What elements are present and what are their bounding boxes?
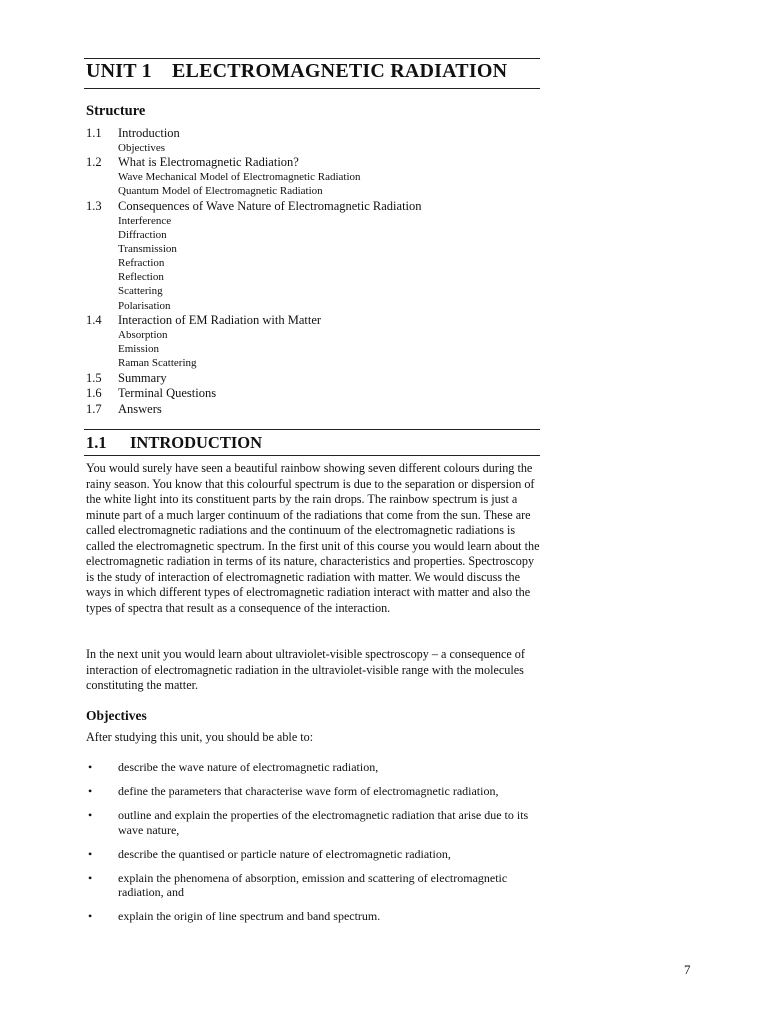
structure-item-label: Introduction xyxy=(118,126,180,140)
structure-item-label: Quantum Model of Electromagnetic Radiation xyxy=(118,185,323,198)
structure-subitem xyxy=(86,299,536,313)
bullet-icon: • xyxy=(88,909,93,923)
structure-subitem xyxy=(86,214,536,228)
structure-subitem xyxy=(86,284,536,298)
structure-item-label: Diffraction xyxy=(118,228,167,241)
structure-item-label: Wave Mechanical Model of Electromagnetic Radiation xyxy=(118,170,361,183)
structure-subitem xyxy=(86,256,536,270)
structure-item-label: Emission xyxy=(118,343,159,356)
structure-item-label: Summary xyxy=(118,371,167,386)
unit-title-underline xyxy=(84,88,540,89)
structure-subitem xyxy=(86,342,536,356)
objective-text: describe the wave nature of electromagnetic radiation, xyxy=(118,760,379,774)
structure-heading: Structure xyxy=(86,103,146,119)
structure-item-label: Answers xyxy=(118,401,162,416)
objectives-list xyxy=(86,760,544,933)
structure-item-number: 1.3 xyxy=(86,198,102,213)
structure-item xyxy=(86,386,536,401)
structure-item-label: Polarisation xyxy=(118,299,171,312)
intro-paragraph-2: In the next unit you would learn about ultraviolet-visible spectroscopy – a consequence of interaction of electromagnetic radiation in the ultraviolet-visible range with the molecules constituting the matter. xyxy=(86,647,525,692)
structure-item-number: 1.2 xyxy=(86,155,102,170)
unit-number: UNIT 1 xyxy=(86,60,152,82)
page-number: 7 xyxy=(684,962,691,977)
structure-subitem xyxy=(86,170,536,184)
structure-item-number: 1.5 xyxy=(86,371,102,386)
structure-subitem xyxy=(86,242,536,256)
bullet-icon: • xyxy=(88,870,93,885)
structure-item-number: 1.4 xyxy=(86,313,102,328)
structure-item-number: 1.6 xyxy=(86,386,102,401)
structure-item-label: Consequences of Wave Nature of Electromagnetic Radiation xyxy=(118,198,422,213)
structure-item xyxy=(86,126,536,141)
objective-text: explain the phenomena of absorption, emission and scattering of electromagnetic radiation, and xyxy=(118,870,508,899)
objective-item xyxy=(86,871,544,900)
structure-item xyxy=(86,313,536,328)
unit-title-text: ELECTROMAGNETIC RADIATION xyxy=(172,60,508,82)
structure-item-label: Terminal Questions xyxy=(118,386,217,401)
unit-title xyxy=(86,60,507,83)
structure-item-label: Transmission xyxy=(118,242,177,255)
structure-subitem xyxy=(86,141,536,155)
structure-subitem xyxy=(86,328,536,342)
objective-text: define the parameters that characterise wave form of electromagnetic radiation, xyxy=(118,784,499,798)
intro-paragraph-1: You would surely have seen a beautiful rainbow showing seven different colours during the rainy season. You know that this colourful spectrum is due to the separation or dispersion of the white light into its constituent parts by the rain drops. The rainbow spectrum is just a minute part of a much larger continuum of the radiations that come from the sun. These are called electromagnetic radiations and the continuum of the electromagnetic radiations is called the electromagnetic spectrum. In the first unit of this course you would learn about the electromagnetic radiation in terms of its nature, characteristics and properties. Spectroscopy is the study of interaction of electromagnetic radiation with matter. We would discuss the ways in which different types of electromagnetic radiation interact with matter and also the types of spectra that result as a consequence of the interaction. xyxy=(86,461,540,615)
bullet-icon: • xyxy=(88,846,93,861)
structure-subitem xyxy=(86,184,536,198)
structure-item-number: 1.1 xyxy=(86,126,102,140)
structure-item-label: Absorption xyxy=(118,329,168,342)
objective-item xyxy=(86,784,544,799)
objective-item xyxy=(86,760,544,775)
section-underline xyxy=(84,455,540,456)
structure-subitem xyxy=(86,270,536,284)
structure-item-label: Reflection xyxy=(118,271,164,284)
objective-item xyxy=(86,909,544,924)
objectives-heading: Objectives xyxy=(86,708,147,723)
objective-text: explain the origin of line spectrum and band spectrum. xyxy=(118,909,381,923)
structure-item-label: What is Electromagnetic Radiation? xyxy=(118,155,299,170)
structure-item-label: Scattering xyxy=(118,285,163,298)
structure-item-label: Refraction xyxy=(118,257,165,270)
section-title: INTRODUCTION xyxy=(130,433,263,452)
structure-item xyxy=(86,371,536,386)
structure-list xyxy=(86,126,536,416)
section-number: 1.1 xyxy=(86,433,107,452)
bullet-icon: • xyxy=(88,808,93,822)
structure-subitem xyxy=(86,228,536,242)
bullet-icon: • xyxy=(88,784,93,798)
structure-subitem xyxy=(86,356,536,370)
objective-item xyxy=(86,808,544,837)
structure-item-label: Raman Scattering xyxy=(118,357,197,370)
structure-item-number: 1.7 xyxy=(86,401,102,416)
objectives-intro: After studying this unit, you should be able to: xyxy=(86,730,314,744)
bullet-icon: • xyxy=(88,760,93,774)
section-heading-introduction xyxy=(86,433,262,453)
structure-item-label: Objectives xyxy=(118,141,166,154)
structure-item-label: Interaction of EM Radiation with Matter xyxy=(118,313,322,328)
objective-text: outline and explain the properties of the electromagnetic radiation that arise due to its wave nature, xyxy=(118,808,529,837)
objective-item xyxy=(86,847,544,862)
top-rule xyxy=(84,58,540,59)
structure-item-label: Interference xyxy=(118,214,172,227)
structure-item xyxy=(86,199,536,214)
structure-item xyxy=(86,155,536,170)
objective-text: describe the quantised or particle nature of electromagnetic radiation, xyxy=(118,846,451,861)
structure-item xyxy=(86,402,536,417)
section-top-rule xyxy=(84,429,540,430)
